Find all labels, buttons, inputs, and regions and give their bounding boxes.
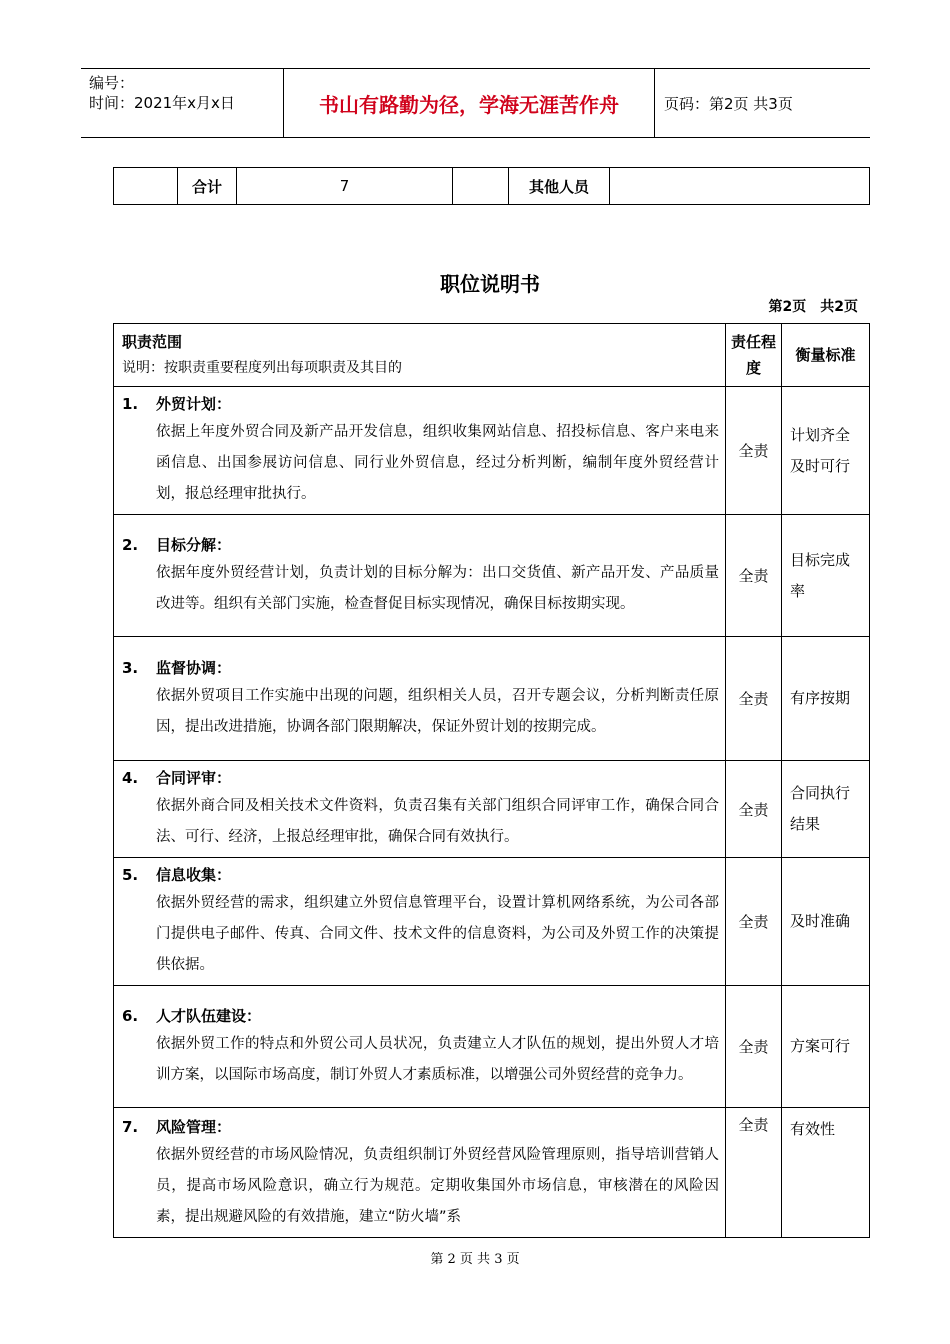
scope-title: 职责范围 (122, 333, 183, 351)
responsibility-header: 责任程度 (726, 324, 782, 387)
date-label: 时间：2021年x月x日 (89, 94, 235, 112)
duty-description: 依据外商合同及相关技术文件资料，负责召集有关部门组织合同评审工作，确保合同合法、可行、经济，上报总经理审批，确保合同有效执行。 (156, 798, 719, 845)
summary-cell-empty (610, 168, 870, 205)
duty-number: 3. (122, 658, 139, 677)
duties-table (113, 323, 870, 1238)
duty-responsibility: 全责 (726, 761, 782, 858)
duty-number: 2. (122, 535, 139, 554)
duty-responsibility: 全责 (726, 387, 782, 515)
duty-title: 外贸计划： (156, 395, 232, 413)
document-title: 职位说明书 (440, 272, 540, 296)
duty-row (114, 761, 870, 858)
duty-standard: 及时准确 (782, 858, 870, 986)
duty-row (114, 637, 870, 761)
duty-number: 7. (122, 1118, 139, 1136)
duty-title: 信息收集： (156, 866, 232, 884)
duty-title: 人才队伍建设： (156, 1006, 262, 1025)
duty-standard: 有效性 (782, 1108, 870, 1238)
document-header (81, 68, 870, 138)
motto-banner: 书山有路勤为径，学海无涯苦作舟 (319, 92, 619, 117)
duty-number: 6. (122, 1006, 139, 1025)
duty-title: 目标分解： (156, 535, 232, 554)
duty-title: 合同评审： (156, 769, 232, 787)
duty-standard: 有序按期 (782, 637, 870, 761)
duty-cell (114, 986, 726, 1108)
duty-cell (114, 387, 726, 515)
total-label: 合计 (178, 168, 237, 205)
duty-row (114, 387, 870, 515)
page-footer: 第 2 页 共 3 页 (430, 1252, 520, 1267)
duty-cell (114, 858, 726, 986)
duty-description: 依据上年度外贸合同及新产品开发信息，组织收集网站信息、招投标信息、客户来电来函信息、出国参展访问信息、同行业外贸信息，经过分析判断，编制年度外贸经营计划，报总经理审批执行。 (156, 424, 719, 502)
duty-responsibility: 全责 (726, 637, 782, 761)
duty-description: 依据年度外贸经营计划，负责计划的目标分解为：出口交货值、新产品开发、产品质量改进等。组织有关部门实施，检查督促目标实现情况，确保目标按期实现。 (156, 564, 719, 612)
duty-description: 依据外贸经营的需求，组织建立外贸信息管理平台，设置计算机网络系统，为公司各部门提供电子邮件、传真、合同文件、技术文件的信息资料，为公司及外贸工作的决策提供依据。 (156, 895, 719, 973)
duty-description: 依据外贸项目工作实施中出现的问题，组织相关人员，召开专题会议，分析判断责任原因，提出改进措施，协调各部门限期解决，保证外贸计划的按期完成。 (156, 687, 719, 735)
duty-responsibility: 全责 (726, 1108, 782, 1238)
scope-note: 说明：按职责重要程度列出每项职责及其目的 (122, 360, 402, 376)
duties-header-row (114, 324, 870, 387)
duty-row (114, 986, 870, 1108)
total-value: 7 (237, 168, 453, 205)
duty-standard: 目标完成率 (782, 515, 870, 637)
header-page-label: 页码：第2页 共3页 (664, 95, 793, 113)
duty-cell (114, 637, 726, 761)
header-meta (89, 73, 235, 113)
duty-title: 风险管理： (156, 1118, 232, 1136)
scope-header (114, 324, 726, 387)
summary-cell-empty (114, 168, 178, 205)
duty-standard: 合同执行结果 (782, 761, 870, 858)
duty-number: 4. (122, 769, 139, 787)
duty-description: 依据外贸工作的特点和外贸公司人员状况，负责建立人才队伍的规划，提出外贸人才培训方案，以国际市场高度，制订外贸人才素质标准，以增强公司外贸经营的竞争力。 (156, 1035, 719, 1083)
header-divider (654, 69, 655, 137)
summary-cell-empty (453, 168, 509, 205)
others-label: 其他人员 (509, 168, 610, 205)
number-label: 编号： (89, 74, 135, 92)
duty-number: 5. (122, 866, 139, 884)
duty-row (114, 858, 870, 986)
duty-number: 1. (122, 395, 139, 413)
duty-cell (114, 1108, 726, 1238)
standard-header: 衡量标准 (782, 324, 870, 387)
duty-row (114, 1108, 870, 1238)
document-page-number: 第2页 共2页 (768, 299, 858, 315)
summary-row (114, 168, 870, 205)
duty-standard: 方案可行 (782, 986, 870, 1108)
duty-title: 监督协调： (156, 658, 232, 677)
duty-responsibility: 全责 (726, 858, 782, 986)
duty-cell (114, 761, 726, 858)
duty-cell (114, 515, 726, 637)
duty-standard: 计划齐全及时可行 (782, 387, 870, 515)
duty-description: 依据外贸经营的市场风险情况，负责组织制订外贸经营风险管理原则，指导培训营销人员，提高市场风险意识，确立行为规范。定期收集国外市场信息，审核潜在的风险因素，提出规避风险的有效措施，建立“防火墙”系 (156, 1147, 719, 1225)
duty-responsibility: 全责 (726, 986, 782, 1108)
duty-responsibility: 全责 (726, 515, 782, 637)
duty-row (114, 515, 870, 637)
summary-table (113, 167, 870, 205)
